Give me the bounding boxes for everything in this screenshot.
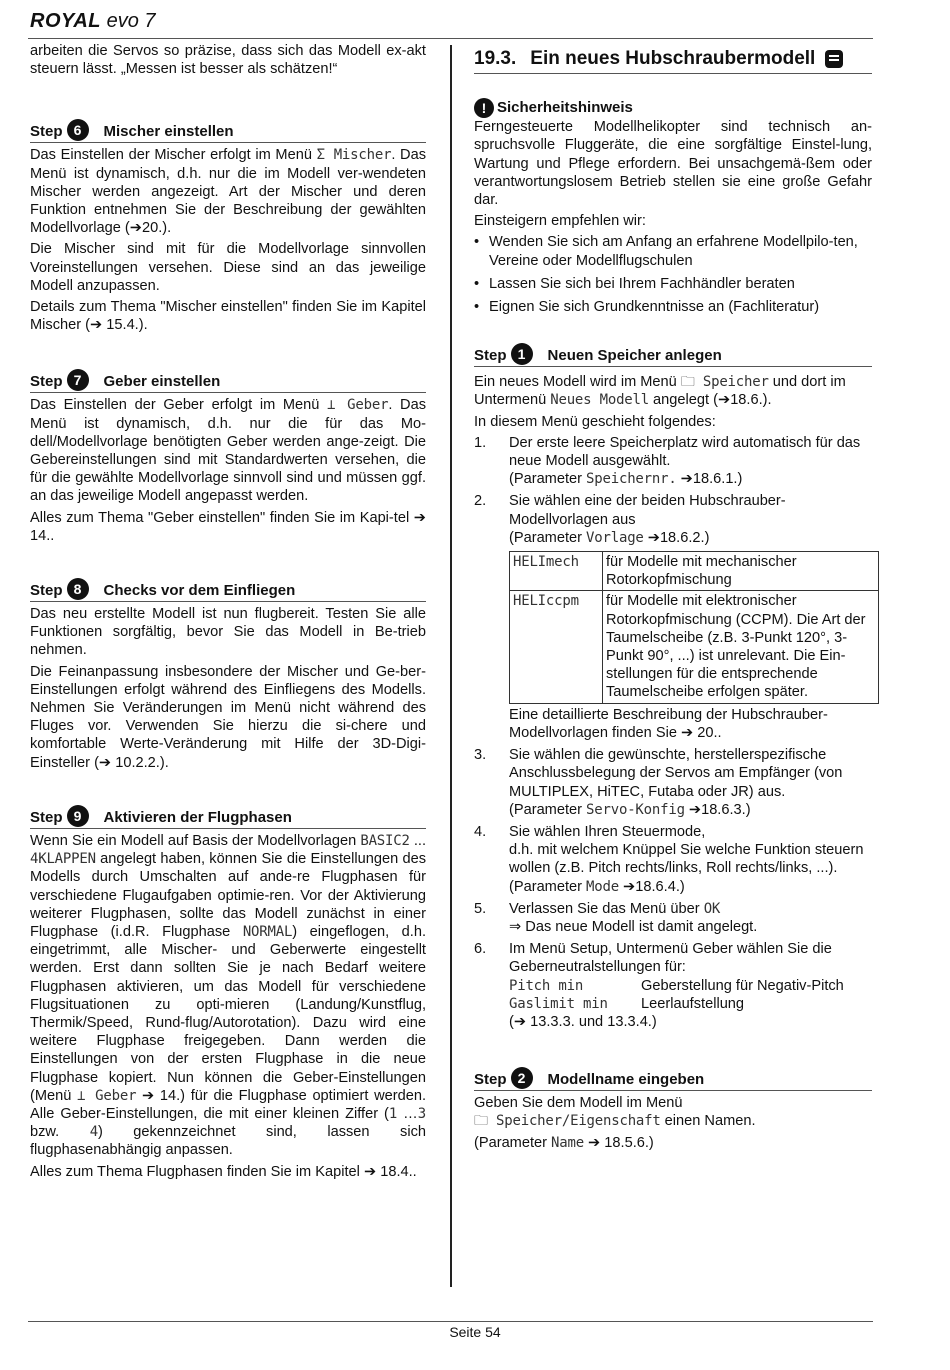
step6-heading: Step 6 Mischer einstellen (30, 119, 426, 143)
list-item: 3. Sie wählen die gewünschte, herstellerspezifische Anschlussbelegung der Servos am Empfänger (von MULTIPLEX, HiTEC, Futaba oder JR) aus. (Parameter Servo-Konfig ➔18.6.3.) (474, 747, 843, 818)
right-column (474, 50, 872, 1155)
step6-p2: Die Mischer sind mit für die Modellvorlage sinnvollen Voreinstellungen versehen. Diese sind an das jeweilige Modell anzupassen. (30, 241, 426, 294)
step7-p2: Alles zum Thema "Geber einstellen" finden Sie im Kapi-tel ➔ 14.. (30, 509, 426, 544)
step9-p1: Wenn Sie ein Modell auf Basis der Modellvorlagen BASIC2 ... 4KLAPPEN angelegt haben, können Sie die Einstellungen des Modells durch Umschalten auf ande-re Flugphasen für verschiedene Flugaufgaben optimie-ren. Vor der Aktivierung weiterer Flugphasen, sollte das Modell zunächst in einer Flugphase (i.d.R. Flugphase NORMAL) eingeflogen, d.h. eingetrimmt, alle Mischer- und Geberwerte eingestellt werden. Erst dann sollten Sie je nach Bedarf weitere Flugphasen aktivieren, um das Modell für verschiedene Flugsituationen zu opti-mieren (Landung/Kunstflug, Thermik/Speed, Rund-flug/Autorotation). Dazu wird eine weitere Flugphase freigegeben. Dann werden die Einstellungen von der ersten Flugphase in die neue Flugphase kopiert. Nun können die Geber-Einstellungen (Menü ⊥ Geber ➔ 14.) für die Flugphase optimiert werden. Alle Geber-Einstellungen, die mit einer kleinen Ziffer (1 …3 bzw. 4) gekennzeichnet sind, lassen sich flugphasenabhängig anpassen. (30, 832, 427, 1159)
section-number: 19.3. (474, 48, 517, 69)
safety-list (474, 233, 872, 316)
list-item: 5. Verlassen Sie das Menü über OK ⇒ Das neue Modell ist damit angelegt. (474, 900, 758, 935)
page-number: Seite 54 (449, 1324, 501, 1340)
safety-p1: Ferngesteuerte Modellhelikopter sind technisch an-spruchsvolle Fluggeräte, die eine sorgfältige Einstel-lung, Wartung und Pflege erfordern. Bei unsachgemä-ßem oder verantwortungslosem Betrieb stellen sie eine große Gefahr dar. (474, 119, 872, 209)
step2-p1: Geben Sie dem Modell im Menü 🗀 Speicher/Eigenschaft einen Namen. (474, 1095, 756, 1130)
step-number-icon: 6 (67, 119, 89, 141)
table-note: Eine detaillierte Beschreibung der Hubschrauber-Modellvorlagen finden Sie ➔ 20.. (509, 706, 828, 741)
step2-p2: (Parameter Name ➔ 18.5.6.) (474, 1134, 654, 1151)
step-number-icon: 7 (67, 369, 89, 391)
step7-title: Geber einstellen (103, 373, 221, 391)
step-number-icon: 8 (67, 578, 89, 600)
intro-text: arbeiten die Servos so präzise, dass sich das Modell ex-akt steuern lässt. „Messen ist besser als schätzen!“ (30, 43, 426, 78)
step2-title: Modellname eingeben (547, 1070, 705, 1088)
step6-p3: Details zum Thema "Mischer einstellen" finden Sie im Kapitel Mischer (➔ 15.4.). (30, 299, 426, 334)
step8-p2: Die Feinanpassung insbesondere der Mischer und Ge-ber-Einstellungen erfolgt während des Einfliegens des Modells. Nehmen Sie Veränderungen im Menü nicht während des Fluges vor. Verwenden Sie hierzu die si-chere und komfortable Werte-Veränderung mit Hilfe der 3D-Digi-Einsteller (➔ 10.2.2.). (30, 663, 426, 771)
table-row: HELImech für Modelle mit mechanischer Rotorkopfmischung (510, 552, 879, 591)
brand-bold: ROYAL (30, 10, 102, 32)
step9-p2: Alles zum Thema Flugphasen finden Sie im Kapitel ➔ 18.4.. (30, 1163, 417, 1180)
step1-title: Neuen Speicher anlegen (547, 347, 722, 365)
step1-p2: In diesem Menü geschieht folgendes: (474, 413, 716, 430)
step-number-icon: 2 (511, 1067, 533, 1089)
step9-heading: Step 9 Aktivieren der Flugphasen (30, 805, 426, 829)
brand-logo (30, 10, 156, 33)
step2-heading: Step 2 Modellname eingeben (474, 1067, 872, 1091)
warning-icon: ! (474, 98, 494, 118)
table-row: HELIccpm für Modelle mit elektronischer Rotorkopfmischung (CCPM). Die Art der Taumelscheibe (z.B. 3-Punkt 120°, 3-Punkt 90°, ...) ist unrelevant. Die Ein-stellungen für die entsprechende Taumelscheibe erfolgen später. (510, 591, 879, 703)
brand-model: evo 7 (106, 10, 156, 32)
list-item: 6. Im Menü Setup, Untermenü Geber wählen Sie die Geberneutralstellungen für: Pitch min Geberstellung für Negativ-Pitch Gaslimit min Leerlaufstellung (➔ 13.3.3. und 13.3.4.) (474, 940, 872, 1031)
step9-title: Aktivieren der Flugphasen (103, 808, 292, 826)
step7-p1: Das Einstellen der Geber erfolgt im Menü ⊥ Geber. Das Menü ist dynamisch, d.h. nur die für das Mo-dell/Modellvorlage benötigten Geber werden ange-zeigt. Die Gebereinstellungen sind mit Standardwerten versehen, die für die gewählte Modellvorlage sinnvoll sind und müssen ggf. an das jeweilige Modell angepasst werden. (30, 397, 427, 505)
step8-heading: Step 8 Checks vor dem Einfliegen (30, 578, 426, 602)
step6-p1: Das Einstellen der Mischer erfolgt im Menü Σ Mischer. Das Menü ist dynamisch, d.h. nur die im Modell ver-wendeten Mischer werden angezeigt. Art der Mischer und deren Funktion entnehmen Sie der Beschreibung der gewählten Modellvorlage (➔20.). (30, 147, 426, 237)
section-heading (474, 50, 872, 74)
step8-title: Checks vor dem Einfliegen (103, 581, 296, 599)
safety-heading: ! Sicherheitshinweis (474, 98, 872, 118)
menu-icon (825, 50, 843, 68)
step1-heading: Step 1 Neuen Speicher anlegen (474, 343, 872, 367)
column-divider (450, 45, 452, 1287)
footer-rule (28, 1321, 873, 1322)
list-item: • Eignen Sie sich Grundkenntnisse an (Fachliteratur) (474, 298, 872, 316)
step1-p1: Ein neues Modell wird im Menü 🗀 Speicher und dort im Untermenü Neues Modell angelegt (➔18.6.). (474, 374, 846, 409)
step7-heading: Step 7 Geber einstellen (30, 369, 426, 393)
list-item: 2. Sie wählen eine der beiden Hubschrauber-Modellvorlagen aus (Parameter Vorlage ➔18.6.2.) HELImech für Modelle mit mechanischer Rotorkopfmischung HELIccpm für Modelle mit elektronischer Rotorkopfmischung (CCPM). Die Art der Taumelscheibe (z.B. 3-Punkt 120°, 3-Punkt 90°, ...) ist unrelevant. Die Ein-stellungen für die entsprechende Taumelscheibe erfolgen später. Eine detaillierte Beschreibung der Hubschrauber-Modellvorlagen finden Sie ➔ 20.. (474, 492, 872, 742)
neutral-settings: Pitch min Geberstellung für Negativ-Pitch Gaslimit min Leerlaufstellung (509, 977, 844, 1012)
safety-p2: Einsteigern empfehlen wir: (474, 213, 646, 230)
list-item: • Wenden Sie sich am Anfang an erfahrene Modellpilo-ten, Vereine oder Modellflugschulen (474, 233, 872, 269)
step6-title: Mischer einstellen (103, 123, 234, 141)
list-item: 1. Der erste leere Speicherplatz wird automatisch für das neue Modell ausgewählt. (Parameter Speichernr. ➔18.6.1.) (474, 434, 861, 488)
step8-p1: Das neu erstellte Modell ist nun flugbereit. Testen Sie alle Funktionen sorgfältig, bevor Sie das Modell in Be-trieb nehmen. (30, 606, 426, 659)
list-item: • Lassen Sie sich bei Ihrem Fachhändler beraten (474, 275, 872, 293)
step-number-icon: 9 (67, 805, 89, 827)
step-number-icon: 1 (511, 343, 533, 365)
template-table (509, 551, 879, 704)
list-item: 4. Sie wählen Ihren Steuermode, d.h. mit welchem Knüppel Sie welche Funktion steuern wollen (z.B. Pitch rechts/links, Roll rechts/links, ...). (Parameter Mode ➔18.6.4.) (474, 823, 864, 895)
section-title: Ein neues Hubschraubermodell (530, 48, 816, 69)
left-column (30, 42, 426, 1184)
page-header (28, 8, 873, 39)
